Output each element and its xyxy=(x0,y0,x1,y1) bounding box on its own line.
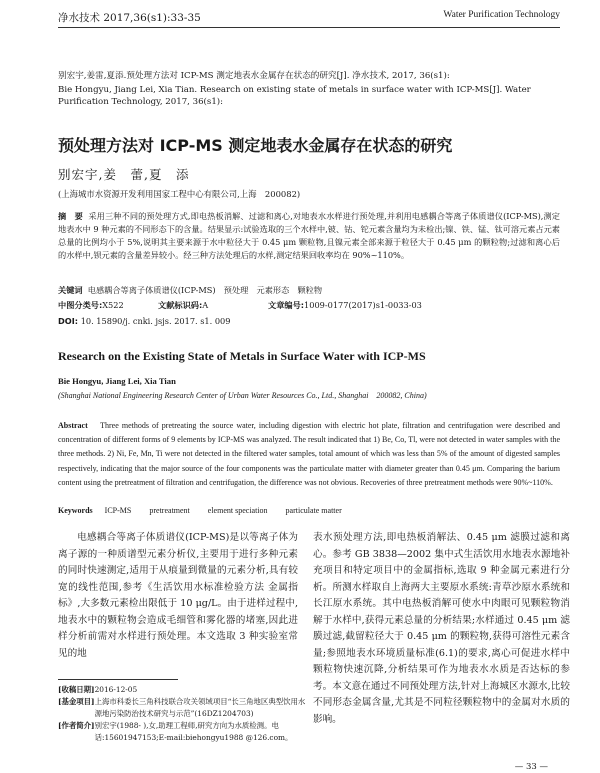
citation-zh: 别宏宇,姜雷,夏添.预处理方法对 ICP-MS 测定地表水金属存在状态的研究[J]. 净水技术, 2017, 36(s1): xyxy=(58,71,450,81)
keywords-zh-text: 电感耦合等离子体质谱仪(ICP-MS) 预处理 元素形态 颗粒物 xyxy=(87,285,323,295)
keyword-en-item: element speciation xyxy=(207,506,268,515)
paper-title-zh: 预处理方法对 ICP-MS 测定地表水金属存在状态的研究 xyxy=(58,136,453,155)
citation-en: Bie Hongyu, Jiang Lei, Xia Tian. Research on existing state of metals in surface water with ICP-MS[J]. Water Purification Technology, 2017, 36(s1): xyxy=(58,85,531,108)
keywords-zh xyxy=(58,284,560,297)
keyword-en-item: pretreatment xyxy=(149,506,190,515)
footnote-rule xyxy=(58,679,178,680)
footnote-received: [收稿日期] 2016-12-05 xyxy=(58,685,138,694)
article-number: 文章编号:1009-0177(2017)s1-0033-03 xyxy=(268,300,422,310)
header-rule xyxy=(58,27,560,28)
body-column-left: 电感耦合等离子体质谱仪(ICP-MS)是以等离子体为离子源的一种质谱型元素分析仪,主要用于进行多种元素的同时快速测定,适用于从痕量到微量的元素分析,具有较宽的线性范围,参考《生活饮用水标准检验方法 金属指标》,大多数元素检出限低于 10 μg/L。由于进样过程中,地表水中的颗粒物会造成毛细管和雾化器的堵塞,因此进样分析前需对水样进行预处理。本文选取 3 种实验室常见的地 xyxy=(58,532,298,659)
keyword-en-item: ICP-MS xyxy=(104,506,132,515)
authors-en: Bie Hongyu, Jiang Lei, Xia Tian xyxy=(58,376,176,386)
abstract-zh xyxy=(58,210,560,263)
journal-header-ref: 净水技术 2017,36(s1):33-35 xyxy=(58,12,201,24)
doc-code: 文献标识码:A xyxy=(158,300,209,310)
footnotes xyxy=(58,684,308,744)
keywords-en-label: Keywords xyxy=(58,506,93,515)
keywords-zh-label: 关键词 xyxy=(58,285,83,295)
abstract-en-label: Abstract xyxy=(58,421,88,430)
abstract-zh-label: 摘 要 xyxy=(58,211,83,221)
page-number: — 33 — xyxy=(514,762,548,772)
footnote-author: [作者简介] 别宏宇(1988- ),女,助理工程师,研究方向为水质检测。电话:15601947153;E-mail:biehongyu1988 @126.com。 xyxy=(58,720,293,742)
authors-zh: 别宏宇,姜 蕾,夏 添 xyxy=(58,167,190,182)
clc-number: 中图分类号:X522 xyxy=(58,300,124,310)
body-column-right: 表水预处理方法,即电热板消解法、0.45 μm 滤膜过滤和离心。参考 GB 3838—2002 集中式生活饮用水地表水源地补充项目和特定项目中的金属指标,选取 9 种金属元素进行分析。所测水样取自上海两大主要原水系统:青草沙原水系统和长江原水系统。其中电热板消解可使水中肉眼可见颗粒物消解于水样中,获得元素总量的分析结果;水样通过 0.45 μm 滤膜过滤,截留粒径大于 0.45 μm 的颗粒物,获得可溶性元素含量;参照地表水环境质量标准(6.1)的要求,离心可促进水样中颗粒物快速沉降,分析结果可作为地表水水质是否达标的参考。本文意在通过不同预处理方法,针对上海城区水源水,比较不同形态金属含量,尤其是不同粒径颗粒物中的金属对水质的影响。 xyxy=(313,532,570,725)
abstract-en-text: Three methods of pretreating the source water, including digestion with electric hot plate, filtration and centrifugation were described and concentration of different forms of 9 elements by ICP-MS was analyzed. The result indicated that 1) Be, Co, Tl, were not detected in water samples with the three methods. 2) Ni, Fe, Mn, Ti were not detected in the filtered water samples, total amount of which was less than 5% of the amount of digested samples respectively, indicating that the major source of the four components was the particulate matter with diameter greater than 0.45 μm. Comparing the barium content using the pretreatment of filtration and centrifugation, the difference was not obvious. Recoveries of three pretreatment methods were 90%~110%. xyxy=(58,421,560,487)
abstract-en xyxy=(58,419,560,490)
paper-title-en: Research on the Existing State of Metals in Surface Water with ICP-MS xyxy=(58,349,426,363)
doi: DOI: 10. 15890/j. cnki. jsjs. 2017. s1. 009 xyxy=(58,316,231,326)
keyword-en-item: particulate matter xyxy=(285,506,342,515)
abstract-zh-text: 采用三种不同的预处理方式,即电热板消解、过滤和离心,对地表水水样进行预处理,并利用电感耦合等离子体质谱仪(ICP-MS),测定地表水中 9 种元素的不同形态下的含量。结果显示:试验选取的三个水样中,铍、钴、铊元素含量均为未检出;镍、铁、锰、钛可溶元素占元素总量的比例均小于 5%,说明其主要来源于水中粒径大于 0.45 μm 颗粒物,且镍元素全部来源于粒径大于 0.45 μm 的颗粒物;过滤和离心后的水样中,钡元素的含量差异较小。经三种方法处理后的水样,测定结果回收率均在 90%~110%。 xyxy=(58,211,560,261)
footnote-funding: [基金项目] 上海市科委长三角科技联合攻关领域项目“长三角地区典型饮用水源地污染防治技术研究与示范”(16DZ1204703) xyxy=(58,696,306,718)
keywords-en xyxy=(58,506,358,515)
affiliation-en: (Shanghai National Engineering Research Center of Urban Water Resources Co., Ltd., Shanghai 200082, China) xyxy=(58,391,427,400)
journal-header-name: Water Purification Technology xyxy=(443,10,560,20)
affiliation-zh: (上海城市水资源开发利用国家工程中心有限公司,上海 200082) xyxy=(58,189,301,199)
